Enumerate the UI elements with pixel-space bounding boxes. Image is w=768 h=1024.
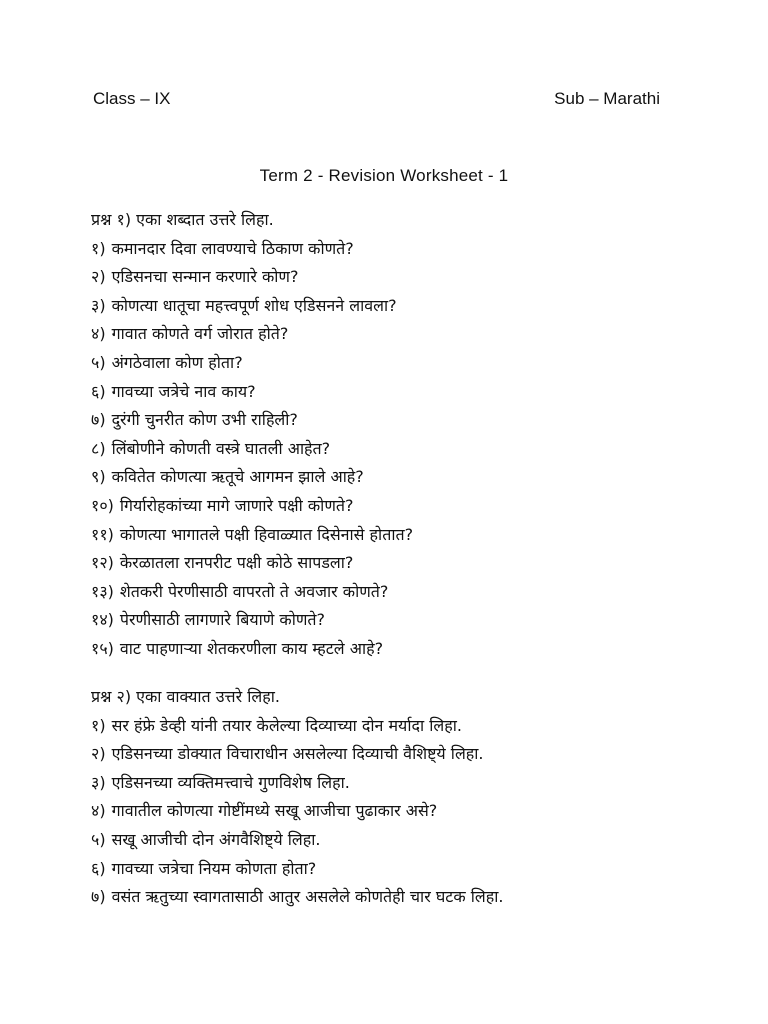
question-number: १३): [91, 581, 114, 601]
question-item: [91, 292, 708, 321]
question-text: सखू आजीची दोन अंगवैशिष्ट्ये लिहा.: [111, 829, 321, 849]
question-number: ५): [91, 829, 106, 849]
question-text: कमानदार दिवा लावण्याचे ठिकाण कोणते?: [111, 238, 354, 258]
question-text: गावच्या जत्रेचे नाव काय?: [111, 381, 256, 401]
question-text: शेतकरी पेरणीसाठी वापरतो ते अवजार कोणते?: [119, 581, 389, 601]
question-text: वाट पाहणाऱ्या शेतकरणीला काय म्हटले आहे?: [119, 638, 384, 658]
question-number: ३): [91, 772, 106, 792]
question-text: एडिसनच्या डोक्यात विचाराधीन असलेल्या दिव्याची वैशिष्ट्ये लिहा.: [111, 744, 484, 764]
question-item: [91, 492, 708, 521]
question-number: ४): [91, 324, 106, 344]
question-item: [91, 235, 708, 264]
question-number: ७): [91, 887, 106, 907]
question-text: गावातील कोणत्या गोष्टींमध्ये सखू आजीचा पुढाकार असे?: [111, 801, 438, 821]
question-list: [91, 235, 708, 664]
question-number: ७): [91, 410, 106, 430]
question-number: १४): [91, 610, 114, 630]
question-text: गावात कोणते वर्ग जोरात होते?: [111, 324, 289, 344]
question-item: [91, 578, 708, 607]
question-item: [91, 712, 708, 741]
section-heading: प्रश्न २) एका वाक्यात उत्तरे लिहा.: [91, 687, 280, 706]
question-text: सर हंफ्रे डेव्ही यांनी तयार केलेल्या दिव्याच्या दोन मर्यादा लिहा.: [111, 715, 462, 735]
question-item: [91, 320, 708, 349]
question-text: लिंबोणीने कोणती वस्त्रे घातली आहेत?: [111, 438, 331, 458]
question-item: [91, 549, 708, 578]
question-text: केरळातला रानपरीट पक्षी कोठे सापडला?: [119, 553, 354, 573]
question-item: [91, 883, 708, 912]
question-item: [91, 435, 708, 464]
question-item: [91, 521, 708, 550]
question-number: ११): [91, 524, 114, 544]
question-item: [91, 797, 708, 826]
question-number: २): [91, 267, 106, 287]
question-item: [91, 263, 708, 292]
question-text: कवितेत कोणत्या ऋतूचे आगमन झाले आहे?: [111, 467, 364, 487]
question-number: ५): [91, 352, 106, 372]
question-number: ६): [91, 858, 106, 878]
question-item: [91, 349, 708, 378]
section-one-sentence-answers: [91, 683, 708, 912]
question-text: गिर्यारोहकांच्या मागे जाणारे पक्षी कोणते?: [119, 495, 354, 515]
question-item: [91, 826, 708, 855]
question-item: [91, 740, 708, 769]
question-number: ६): [91, 381, 106, 401]
question-item: [91, 463, 708, 492]
question-text: वसंत ऋतुच्या स्वागतासाठी आतुर असलेले कोणतेही चार घटक लिहा.: [111, 887, 504, 907]
question-number: ८): [91, 438, 106, 458]
question-number: ३): [91, 295, 106, 315]
class-label: Class – IX: [93, 89, 171, 108]
question-text: गावच्या जत्रेचा नियम कोणता होता?: [111, 858, 317, 878]
question-text: कोणत्या धातूचा महत्त्वपूर्ण शोध एडिसनने लावला?: [111, 295, 397, 315]
worksheet-title: Term 2 - Revision Worksheet - 1: [259, 166, 509, 185]
question-number: १०): [91, 495, 114, 515]
section-one-word-answers: [91, 206, 708, 664]
question-number: १५): [91, 638, 114, 658]
subject-label: Sub – Marathi: [554, 89, 660, 108]
question-text: दुरंगी चुनरीत कोण उभी राहिली?: [111, 410, 298, 430]
question-text: एडिसनचा सन्मान करणारे कोण?: [111, 267, 299, 287]
question-number: २): [91, 744, 106, 764]
question-number: ४): [91, 801, 106, 821]
question-item: [91, 606, 708, 635]
question-number: १२): [91, 553, 114, 573]
question-text: एडिसनच्या व्यक्तिमत्त्वाचे गुणविशेष लिहा.: [111, 772, 350, 792]
question-text: पेरणीसाठी लागणारे बियाणे कोणते?: [119, 610, 326, 630]
section-heading: प्रश्न १) एका शब्दात उत्तरे लिहा.: [91, 210, 274, 229]
question-item: [91, 855, 708, 884]
question-item: [91, 769, 708, 798]
question-item: [91, 406, 708, 435]
question-number: ९): [91, 467, 106, 487]
header: [93, 89, 660, 109]
question-number: १): [91, 238, 106, 258]
question-number: १): [91, 715, 106, 735]
question-list: [91, 712, 708, 912]
question-text: अंगठेवाला कोण होता?: [111, 352, 243, 372]
question-item: [91, 378, 708, 407]
question-text: कोणत्या भागातले पक्षी हिवाळ्यात दिसेनासे होतात?: [119, 524, 414, 544]
question-item: [91, 635, 708, 664]
